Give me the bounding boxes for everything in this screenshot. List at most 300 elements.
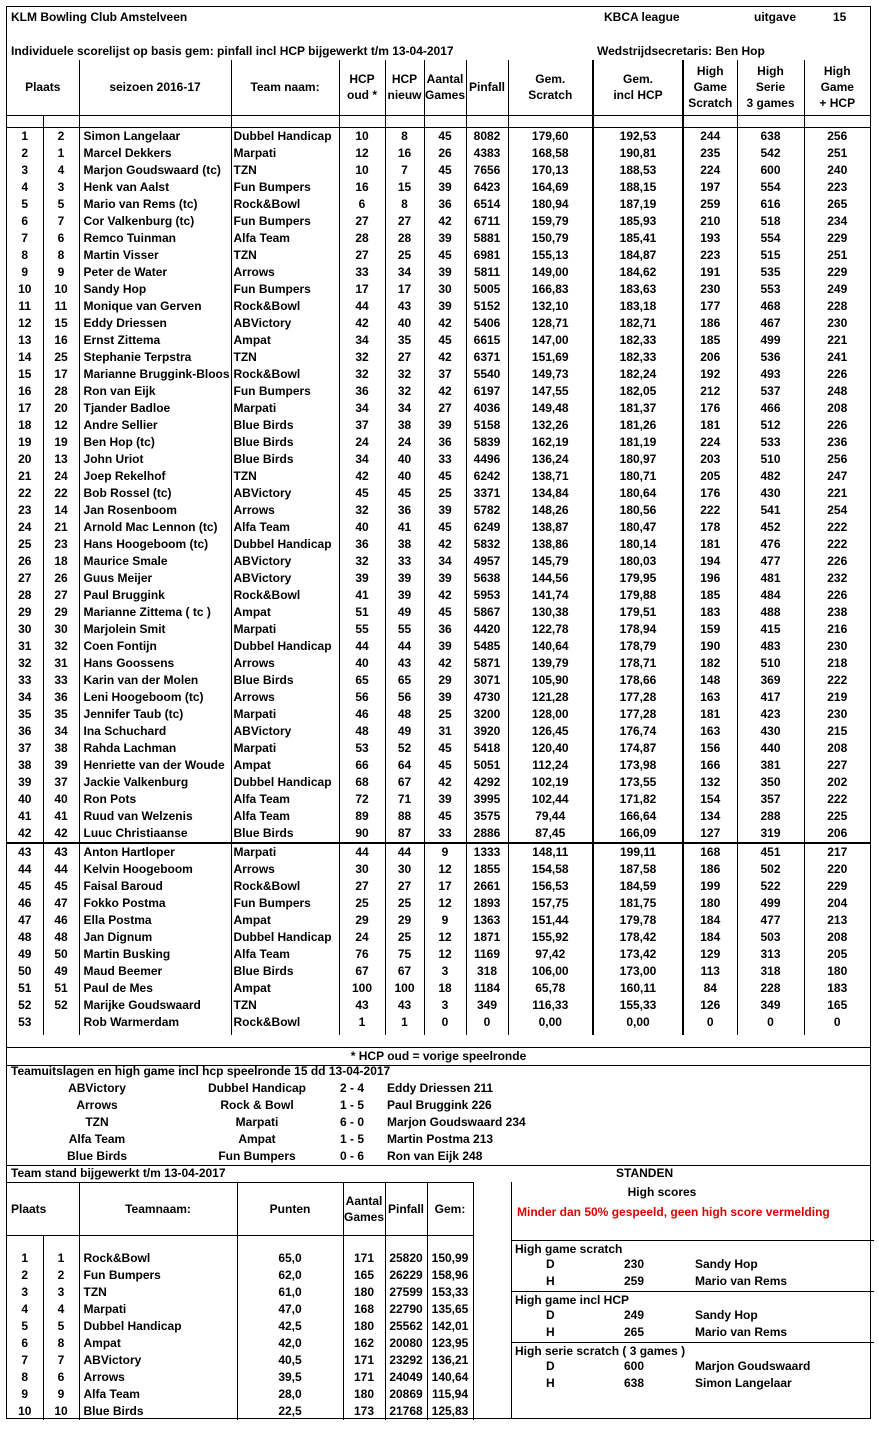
cell-prev-rank: 49 [43, 963, 79, 980]
player-row [7, 145, 870, 162]
cell-hcp-old: 1 [339, 1014, 385, 1035]
cell-high-serie: 535 [737, 264, 804, 281]
cell-high-game: 199 [683, 878, 737, 895]
player-row [7, 638, 870, 655]
standings-points: 42,5 [237, 1318, 343, 1335]
cell-high-game-hcp: 241 [827, 349, 848, 364]
cell-hcp-new: 34 [385, 264, 424, 281]
cell-hcp-old: 34 [339, 332, 385, 349]
cell-prev-rank: 39 [43, 757, 79, 774]
cell-hcp-new: 44 [385, 638, 424, 655]
cell-avg-hcp: 182,71 [593, 315, 683, 332]
cell-high-serie: 600 [737, 162, 804, 179]
cell-hcp-old: 34 [339, 451, 385, 468]
cell-avg-hcp: 185,93 [593, 213, 683, 230]
cell-team-name: Dubbel Handicap [231, 929, 339, 946]
cell-prev-rank: 23 [43, 536, 79, 553]
cell-high-serie: 228 [737, 980, 804, 997]
cell-avg-hcp: 184,59 [593, 878, 683, 895]
cell-hcp-old: 72 [339, 791, 385, 808]
high-score-type: H [546, 1325, 555, 1339]
cell-high-game-hcp: 226 [827, 366, 848, 381]
high-score-value: 600 [624, 1359, 645, 1373]
cell-hcp-old: 36 [339, 536, 385, 553]
cell-pinfall: 5871 [466, 655, 508, 672]
cell-high-serie: 499 [737, 332, 804, 349]
standings-prev-rank: 9 [43, 1386, 79, 1403]
cell-hcp-new: 49 [385, 604, 424, 621]
col-standings-pinfall: Pinfall [385, 1183, 427, 1236]
cell-rank: 39 [7, 774, 43, 791]
secretary: Wedstrijdsecretaris: Ben Hop [597, 44, 765, 58]
cell-high-serie: 554 [737, 179, 804, 196]
cell-team-name: Dubbel Handicap [231, 774, 339, 791]
cell-pinfall: 6615 [466, 332, 508, 349]
standings-avg: 150,99 [427, 1250, 473, 1267]
cell-prev-rank: 25 [43, 349, 79, 366]
cell-hcp-old: 41 [339, 587, 385, 604]
cell-player-name: Hans Goossens [79, 655, 231, 672]
cell-high-game-hcp: 183 [827, 980, 848, 995]
cell-player-name: Jan Dignum [79, 929, 231, 946]
player-row [7, 672, 870, 689]
cell-avg-hcp: 180,14 [593, 536, 683, 553]
player-row [7, 383, 870, 400]
cell-prev-rank: 13 [43, 451, 79, 468]
cell-rank: 21 [7, 468, 43, 485]
cell-avg-scratch: 139,79 [508, 655, 593, 672]
cell-pinfall: 5158 [466, 417, 508, 434]
high-score-value: 230 [624, 1257, 645, 1271]
cell-rank: 25 [7, 536, 43, 553]
cell-prev-rank: 7 [43, 213, 79, 230]
cell-hcp-old: 10 [339, 127, 385, 145]
result-away-team: Dubbel Handicap [207, 1081, 306, 1095]
player-row [7, 808, 870, 825]
cell-hcp-new: 7 [385, 162, 424, 179]
cell-avg-scratch: 149,73 [508, 366, 593, 383]
cell-hcp-new: 40 [385, 451, 424, 468]
cell-high-serie: 522 [737, 878, 804, 895]
cell-avg-hcp: 174,87 [593, 740, 683, 757]
cell-prev-rank: 14 [43, 502, 79, 519]
cell-high-game: 168 [683, 843, 737, 861]
cell-high-game: 129 [683, 946, 737, 963]
cell-rank: 14 [7, 349, 43, 366]
cell-games: 39 [424, 417, 466, 434]
cell-avg-scratch: 164,69 [508, 179, 593, 196]
standings-avg: 123,95 [427, 1335, 473, 1352]
cell-player-name: Jan Rosenboom [79, 502, 231, 519]
col-standings-plaats: Plaats [7, 1183, 79, 1236]
cell-high-serie: 518 [737, 213, 804, 230]
cell-avg-hcp: 180,56 [593, 502, 683, 519]
result-row [7, 1080, 537, 1097]
standings-row [7, 1250, 473, 1267]
cell-hcp-old: 43 [339, 997, 385, 1014]
high-score-player: Mario van Rems [695, 1274, 788, 1288]
standings-pinfall: 25562 [385, 1318, 427, 1335]
standings-team: Fun Bumpers [79, 1267, 237, 1284]
cell-avg-scratch: 154,58 [508, 861, 593, 878]
cell-team-name: Arrows [231, 655, 339, 672]
cell-prev-rank: 9 [43, 264, 79, 281]
standings-team: Rock&Bowl [79, 1250, 237, 1267]
high-scores-title: High scores [627, 1185, 697, 1199]
cell-high-game: 84 [683, 980, 737, 997]
standings-row [7, 1267, 473, 1284]
cell-hcp-new: 65 [385, 672, 424, 689]
standings-team: Blue Birds [79, 1403, 237, 1420]
high-score-type: D [546, 1308, 555, 1322]
cell-prev-rank: 2 [43, 127, 79, 145]
cell-pinfall: 6981 [466, 247, 508, 264]
cell-hcp-old: 76 [339, 946, 385, 963]
cell-rank: 28 [7, 587, 43, 604]
cell-high-game-hcp: 229 [827, 264, 848, 279]
result-row [7, 1097, 537, 1114]
cell-avg-hcp: 180,03 [593, 553, 683, 570]
cell-player-name: Maurice Smale [79, 553, 231, 570]
cell-pinfall: 6249 [466, 519, 508, 536]
cell-games: 34 [424, 553, 466, 570]
cell-games: 42 [424, 213, 466, 230]
standings-avg: 142,01 [427, 1318, 473, 1335]
cell-avg-scratch: 132,26 [508, 417, 593, 434]
cell-avg-scratch: 148,11 [508, 843, 593, 861]
cell-high-serie: 417 [737, 689, 804, 706]
cell-high-game: 126 [683, 997, 737, 1014]
cell-avg-hcp: 180,71 [593, 468, 683, 485]
player-row [7, 1014, 870, 1035]
player-row [7, 451, 870, 468]
cell-pinfall: 3575 [466, 808, 508, 825]
cell-avg-scratch: 102,19 [508, 774, 593, 791]
cell-player-name: Hans Hoogeboom (tc) [79, 536, 231, 553]
cell-high-serie: 512 [737, 417, 804, 434]
cell-pinfall: 6197 [466, 383, 508, 400]
col-hcp-new: HCP nieuw [385, 60, 424, 115]
cell-high-serie: 288 [737, 808, 804, 825]
cell-hcp-old: 40 [339, 519, 385, 536]
cell-pinfall: 5953 [466, 587, 508, 604]
standings-pinfall: 23292 [385, 1352, 427, 1369]
cell-rank: 6 [7, 213, 43, 230]
cell-avg-hcp: 177,28 [593, 706, 683, 723]
standings-avg: 158,96 [427, 1267, 473, 1284]
cell-games: 45 [424, 247, 466, 264]
cell-prev-rank: 34 [43, 723, 79, 740]
cell-rank: 13 [7, 332, 43, 349]
cell-high-game: 223 [683, 247, 737, 264]
cell-hcp-old: 29 [339, 912, 385, 929]
cell-high-serie: 481 [737, 570, 804, 587]
cell-high-serie: 423 [737, 706, 804, 723]
standings-pinfall: 26229 [385, 1267, 427, 1284]
cell-avg-hcp: 166,09 [593, 825, 683, 843]
standings-team: Alfa Team [79, 1386, 237, 1403]
cell-prev-rank: 46 [43, 912, 79, 929]
cell-player-name: Marjolein Smit [79, 621, 231, 638]
cell-pinfall: 5485 [466, 638, 508, 655]
cell-pinfall: 4292 [466, 774, 508, 791]
col-high-game-hcp: High Game + HCP [804, 60, 870, 115]
cell-high-game: 193 [683, 230, 737, 247]
cell-high-game-hcp: 265 [827, 196, 848, 211]
cell-games: 45 [424, 757, 466, 774]
player-row [7, 332, 870, 349]
standings-prev-rank: 10 [43, 1403, 79, 1420]
standings-rank: 9 [7, 1386, 43, 1403]
player-row [7, 213, 870, 230]
cell-team-name: Fun Bumpers [231, 179, 339, 196]
cell-team-name: Rock&Bowl [231, 587, 339, 604]
cell-games: 45 [424, 127, 466, 145]
cell-hcp-new: 43 [385, 655, 424, 672]
cell-team-name: Ampat [231, 757, 339, 774]
cell-team-name: Rock&Bowl [231, 298, 339, 315]
col-avg-hcp: Gem. incl HCP [593, 60, 683, 115]
cell-high-game-hcp: 251 [827, 247, 848, 262]
cell-games: 0 [424, 1014, 466, 1035]
cell-rank: 5 [7, 196, 43, 213]
player-row [7, 706, 870, 723]
player-row [7, 315, 870, 332]
cell-hcp-old: 30 [339, 861, 385, 878]
cell-team-name: Marpati [231, 145, 339, 162]
cell-games: 12 [424, 861, 466, 878]
cell-player-name: Marcel Dekkers [79, 145, 231, 162]
cell-pinfall: 6711 [466, 213, 508, 230]
league-name: KBCA league [604, 10, 680, 24]
cell-avg-hcp: 155,33 [593, 997, 683, 1014]
cell-rank: 7 [7, 230, 43, 247]
cell-rank: 44 [7, 861, 43, 878]
cell-avg-scratch: 149,00 [508, 264, 593, 281]
cell-hcp-new: 38 [385, 536, 424, 553]
cell-team-name: Alfa Team [231, 230, 339, 247]
cell-games: 39 [424, 230, 466, 247]
cell-prev-rank: 48 [43, 929, 79, 946]
cell-high-game-hcp: 165 [827, 997, 848, 1012]
high-score-player: Sandy Hop [695, 1257, 758, 1271]
high-score-type: H [546, 1376, 555, 1390]
cell-high-game-hcp: 205 [827, 946, 848, 961]
cell-high-game: 192 [683, 366, 737, 383]
cell-avg-hcp: 171,82 [593, 791, 683, 808]
cell-avg-scratch: 87,45 [508, 825, 593, 843]
cell-games: 42 [424, 587, 466, 604]
cell-games: 45 [424, 332, 466, 349]
cell-avg-scratch: 155,92 [508, 929, 593, 946]
cell-high-game-hcp: 251 [827, 145, 848, 160]
result-row [7, 1148, 537, 1165]
cell-team-name: Alfa Team [231, 946, 339, 963]
cell-prev-rank: 11 [43, 298, 79, 315]
cell-high-game: 178 [683, 519, 737, 536]
cell-prev-rank: 15 [43, 315, 79, 332]
cell-games: 12 [424, 895, 466, 912]
cell-rank: 2 [7, 145, 43, 162]
standings-avg: 125,83 [427, 1403, 473, 1420]
cell-prev-rank: 32 [43, 638, 79, 655]
cell-high-serie: 319 [737, 825, 804, 843]
cell-pinfall: 5152 [466, 298, 508, 315]
standings-prev-rank: 6 [43, 1369, 79, 1386]
cell-high-game-hcp: 221 [827, 332, 848, 347]
cell-high-game-hcp: 247 [827, 468, 848, 483]
cell-hcp-new: 25 [385, 247, 424, 264]
cell-player-name: Mario van Rems (tc) [79, 196, 231, 213]
cell-avg-scratch: 151,44 [508, 912, 593, 929]
standings-rank: 4 [7, 1301, 43, 1318]
cell-high-game: 259 [683, 196, 737, 213]
cell-team-name: Dubbel Handicap [231, 127, 339, 145]
cell-high-game-hcp: 216 [827, 621, 848, 636]
player-row [7, 400, 870, 417]
standings-games: 180 [343, 1318, 385, 1335]
standings-row [7, 1352, 473, 1369]
standings-row [7, 1284, 473, 1301]
cell-games: 29 [424, 672, 466, 689]
cell-prev-rank: 42 [43, 825, 79, 843]
cell-games: 30 [424, 281, 466, 298]
cell-high-game-hcp: 232 [827, 570, 848, 585]
standings-points: 42,0 [237, 1335, 343, 1352]
cell-high-game: 148 [683, 672, 737, 689]
cell-games: 36 [424, 434, 466, 451]
cell-high-serie: 541 [737, 502, 804, 519]
cell-hcp-new: 38 [385, 417, 424, 434]
cell-rank: 8 [7, 247, 43, 264]
cell-avg-scratch: 168,58 [508, 145, 593, 162]
cell-rank: 18 [7, 417, 43, 434]
cell-pinfall: 4496 [466, 451, 508, 468]
cell-hcp-new: 30 [385, 861, 424, 878]
high-score-player: Simon Langelaar [695, 1376, 792, 1390]
cell-hcp-new: 32 [385, 366, 424, 383]
cell-prev-rank: 16 [43, 332, 79, 349]
player-row [7, 825, 870, 843]
result-high-game: Eddy Driessen 211 [387, 1081, 494, 1095]
cell-high-game-hcp: 226 [827, 587, 848, 602]
cell-high-game: 194 [683, 553, 737, 570]
cell-hcp-old: 32 [339, 502, 385, 519]
cell-avg-hcp: 199,11 [593, 843, 683, 861]
cell-rank: 33 [7, 672, 43, 689]
cell-high-serie: 369 [737, 672, 804, 689]
cell-high-game-hcp: 226 [827, 417, 848, 432]
cell-high-game: 163 [683, 689, 737, 706]
cell-high-serie: 467 [737, 315, 804, 332]
cell-high-game-hcp: 215 [827, 723, 848, 738]
cell-games: 39 [424, 298, 466, 315]
cell-avg-hcp: 0,00 [593, 1014, 683, 1035]
cell-avg-hcp: 160,11 [593, 980, 683, 997]
cell-high-serie: 502 [737, 861, 804, 878]
cell-hcp-old: 48 [339, 723, 385, 740]
cell-games: 18 [424, 980, 466, 997]
standings-prev-rank: 3 [43, 1284, 79, 1301]
cell-high-game: 177 [683, 298, 737, 315]
cell-high-serie: 440 [737, 740, 804, 757]
cell-player-name: Bob Rossel (tc) [79, 485, 231, 502]
cell-prev-rank: 19 [43, 434, 79, 451]
cell-hcp-old: 16 [339, 179, 385, 196]
result-score: 1 - 5 [339, 1132, 364, 1146]
cell-player-name: Jennifer Taub (tc) [79, 706, 231, 723]
cell-rank: 3 [7, 162, 43, 179]
cell-avg-scratch: 134,84 [508, 485, 593, 502]
cell-high-game: 224 [683, 162, 737, 179]
cell-high-game: 186 [683, 315, 737, 332]
standings-title: Team stand bijgewerkt t/m 13-04-2017 [11, 1166, 226, 1180]
cell-prev-rank: 44 [43, 861, 79, 878]
team-standings-table [7, 1182, 474, 1420]
cell-team-name: ABVictory [231, 723, 339, 740]
cell-hcp-new: 67 [385, 963, 424, 980]
cell-hcp-old: 51 [339, 604, 385, 621]
cell-team-name: Fun Bumpers [231, 383, 339, 400]
standings-row [7, 1386, 473, 1403]
cell-player-name: Sandy Hop [79, 281, 231, 298]
cell-high-game: 235 [683, 145, 737, 162]
standings-prev-rank: 7 [43, 1352, 79, 1369]
standings-team: Dubbel Handicap [79, 1318, 237, 1335]
team-results-table [7, 1080, 537, 1165]
cell-avg-scratch: 147,00 [508, 332, 593, 349]
cell-pinfall: 1184 [466, 980, 508, 997]
cell-avg-hcp: 179,51 [593, 604, 683, 621]
cell-hcp-old: 66 [339, 757, 385, 774]
cell-hcp-old: 10 [339, 162, 385, 179]
cell-games: 9 [424, 843, 466, 861]
standings-pinfall: 27599 [385, 1284, 427, 1301]
result-home-team: ABVictory [68, 1081, 126, 1095]
cell-rank: 22 [7, 485, 43, 502]
cell-hcp-old: 55 [339, 621, 385, 638]
cell-hcp-new: 75 [385, 946, 424, 963]
cell-avg-scratch: 155,13 [508, 247, 593, 264]
cell-hcp-old: 32 [339, 366, 385, 383]
cell-pinfall: 6242 [466, 468, 508, 485]
cell-high-game-hcp: 248 [827, 383, 848, 398]
cell-games: 42 [424, 774, 466, 791]
standings-rank: 1 [7, 1250, 43, 1267]
cell-prev-rank: 24 [43, 468, 79, 485]
cell-avg-scratch: 0,00 [508, 1014, 593, 1035]
cell-player-name: Ron van Eijk [79, 383, 231, 400]
cell-pinfall: 0 [466, 1014, 508, 1035]
cell-team-name: ABVictory [231, 485, 339, 502]
cell-avg-scratch: 120,40 [508, 740, 593, 757]
cell-high-game: 224 [683, 434, 737, 451]
cell-avg-hcp: 177,28 [593, 689, 683, 706]
cell-rank: 35 [7, 706, 43, 723]
player-row [7, 895, 870, 912]
cell-games: 27 [424, 400, 466, 417]
cell-hcp-new: 45 [385, 485, 424, 502]
cell-prev-rank [43, 1014, 79, 1035]
cell-team-name: TZN [231, 468, 339, 485]
cell-pinfall: 4730 [466, 689, 508, 706]
cell-hcp-new: 29 [385, 912, 424, 929]
cell-pinfall: 1855 [466, 861, 508, 878]
cell-pinfall: 5638 [466, 570, 508, 587]
cell-hcp-new: 49 [385, 723, 424, 740]
col-avg-scratch: Gem. Scratch [508, 60, 593, 115]
cell-high-game-hcp: 230 [827, 638, 848, 653]
